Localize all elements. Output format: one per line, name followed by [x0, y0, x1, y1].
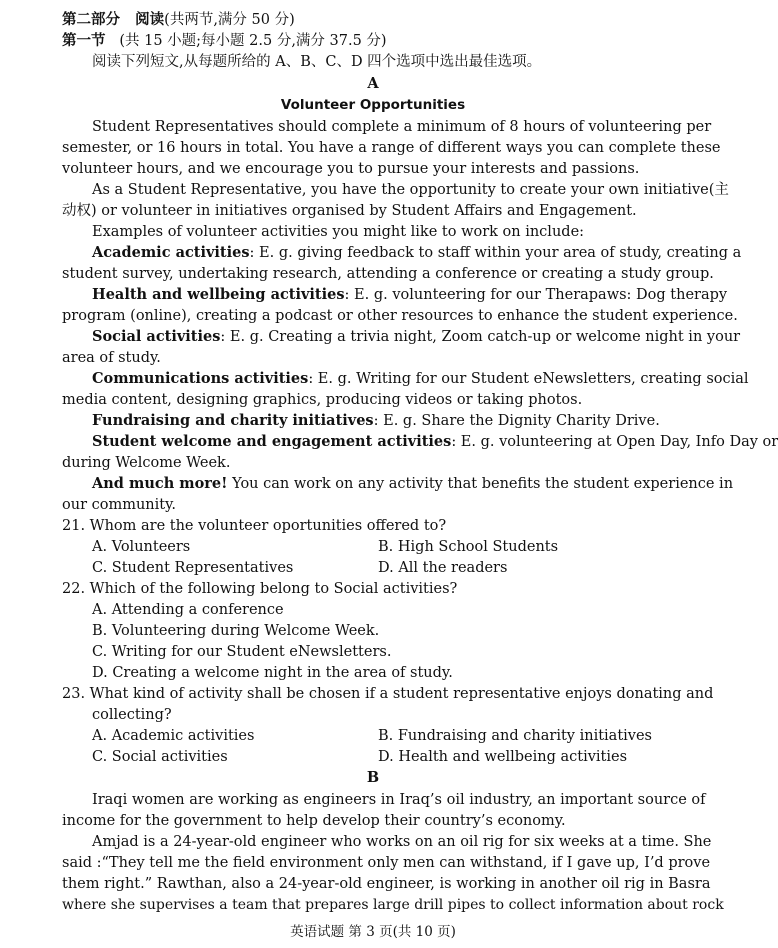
question-22-stem: 22. Which of the following belong to Social activities? — [62, 581, 458, 597]
option-d[interactable]: D. Creating a welcome night in the area of study. — [92, 665, 453, 681]
passage-a-title: Volunteer Opportunities — [280, 97, 466, 113]
question-23-row — [92, 726, 684, 746]
passage-a-line: 动权) or volunteer in initiatives organised by Student Affairs and Engagement. — [62, 203, 637, 219]
question-23-stem: 23. What kind of activity shall be chosen if a student representative enjoys donating and — [62, 686, 714, 702]
page-footer: 英语试题 第 3 页(共 10 页) — [290, 924, 456, 940]
activity-more-cont: our community. — [62, 497, 176, 513]
option-a[interactable]: A. Volunteers — [92, 539, 191, 555]
section-heading: 第一节 (共 15 小题;每小题 2.5 分,满分 37.5 分) — [62, 32, 387, 49]
activity-fundraising: Fundraising and charity initiatives: E. g. Share the Dignity Charity Drive. — [92, 412, 660, 429]
option-c[interactable]: C. Writing for our Student eNewsletters. — [92, 644, 392, 660]
option-c[interactable]: C. Social activities — [92, 749, 228, 765]
instruction: 阅读下列短文,从每题所给的 A、B、C、D 四个选项中选出最佳选项。 — [92, 54, 542, 70]
passage-a-letter: A — [367, 75, 379, 92]
passage-b-line: them right.” Rawthan, also a 24-year-old engineer, is working in another oil rig in Basra — [62, 876, 711, 892]
passage-b-line: Iraqi women are working as engineers in Iraq’s oil industry, an important source of — [92, 792, 706, 808]
activity-welcome-cont: during Welcome Week. — [62, 455, 231, 471]
option-b[interactable]: B. High School Students — [378, 539, 559, 555]
passage-a-line: Examples of volunteer activities you might like to work on include: — [92, 224, 585, 240]
activity-welcome: Student welcome and engagement activities: E. g. volunteering at Open Day, Info Day or — [92, 433, 778, 450]
option-b[interactable]: B. Volunteering during Welcome Week. — [92, 623, 380, 639]
option-a[interactable]: A. Attending a conference — [92, 602, 284, 618]
activity-social-cont: area of study. — [62, 350, 161, 366]
option-d[interactable]: D. All the readers — [378, 560, 508, 576]
passage-a-line: semester, or 16 hours in total. You have a range of different ways you can complete these — [62, 140, 721, 156]
activity-academic-cont: student survey, undertaking research, attending a conference or creating a study group. — [62, 266, 714, 282]
passage-b-line: Amjad is a 24-year-old engineer who works on an oil rig for six weeks at a time. She — [92, 834, 712, 850]
option-d[interactable]: D. Health and wellbeing activities — [378, 749, 628, 765]
passage-a-line: Student Representatives should complete a minimum of 8 hours of volunteering per — [92, 119, 712, 135]
part-heading: 第二部分 阅读(共两节,满分 50 分) — [62, 11, 295, 28]
question-23-stem-cont: collecting? — [92, 707, 172, 723]
passage-b-letter: B — [366, 769, 380, 786]
activity-more: And much more! You can work on any activity that benefits the student experience in — [92, 475, 734, 492]
option-b[interactable]: B. Fundraising and charity initiatives — [378, 728, 652, 744]
activity-health-cont: program (online), creating a podcast or other resources to enhance the student experience. — [62, 308, 738, 324]
question-21-row — [92, 537, 684, 557]
passage-b-line: said :“They tell me the field environment only men can withstand, if I gave up, I’d prove — [62, 855, 711, 871]
activity-academic: Academic activities: E. g. giving feedback to staff within your area of study, creating a — [92, 244, 742, 261]
activity-communications: Communications activities: E. g. Writing for our Student eNewsletters, creating social — [92, 370, 749, 387]
option-c[interactable]: C. Student Representatives — [92, 560, 294, 576]
question-21-row — [92, 558, 684, 578]
passage-a-line: As a Student Representative, you have the opportunity to create your own initiative(主 — [92, 182, 729, 198]
activity-health: Health and wellbeing activities: E. g. volunteering for our Therapaws: Dog therapy — [92, 286, 728, 303]
passage-b-line: where she supervises a team that prepares large drill pipes to collect information about rock — [62, 897, 724, 913]
question-21-stem: 21. Whom are the volunteer oportunities offered to? — [62, 518, 447, 534]
activity-communications-cont: media content, designing graphics, producing videos or taking photos. — [62, 392, 583, 408]
activity-social: Social activities: E. g. Creating a trivia night, Zoom catch-up or welcome night in your — [92, 328, 741, 345]
passage-a-line: volunteer hours, and we encourage you to pursue your interests and passions. — [62, 161, 640, 177]
passage-b-line: income for the government to help develop their country’s economy. — [62, 813, 566, 829]
option-a[interactable]: A. Academic activities — [92, 728, 255, 744]
question-23-row — [92, 747, 684, 767]
